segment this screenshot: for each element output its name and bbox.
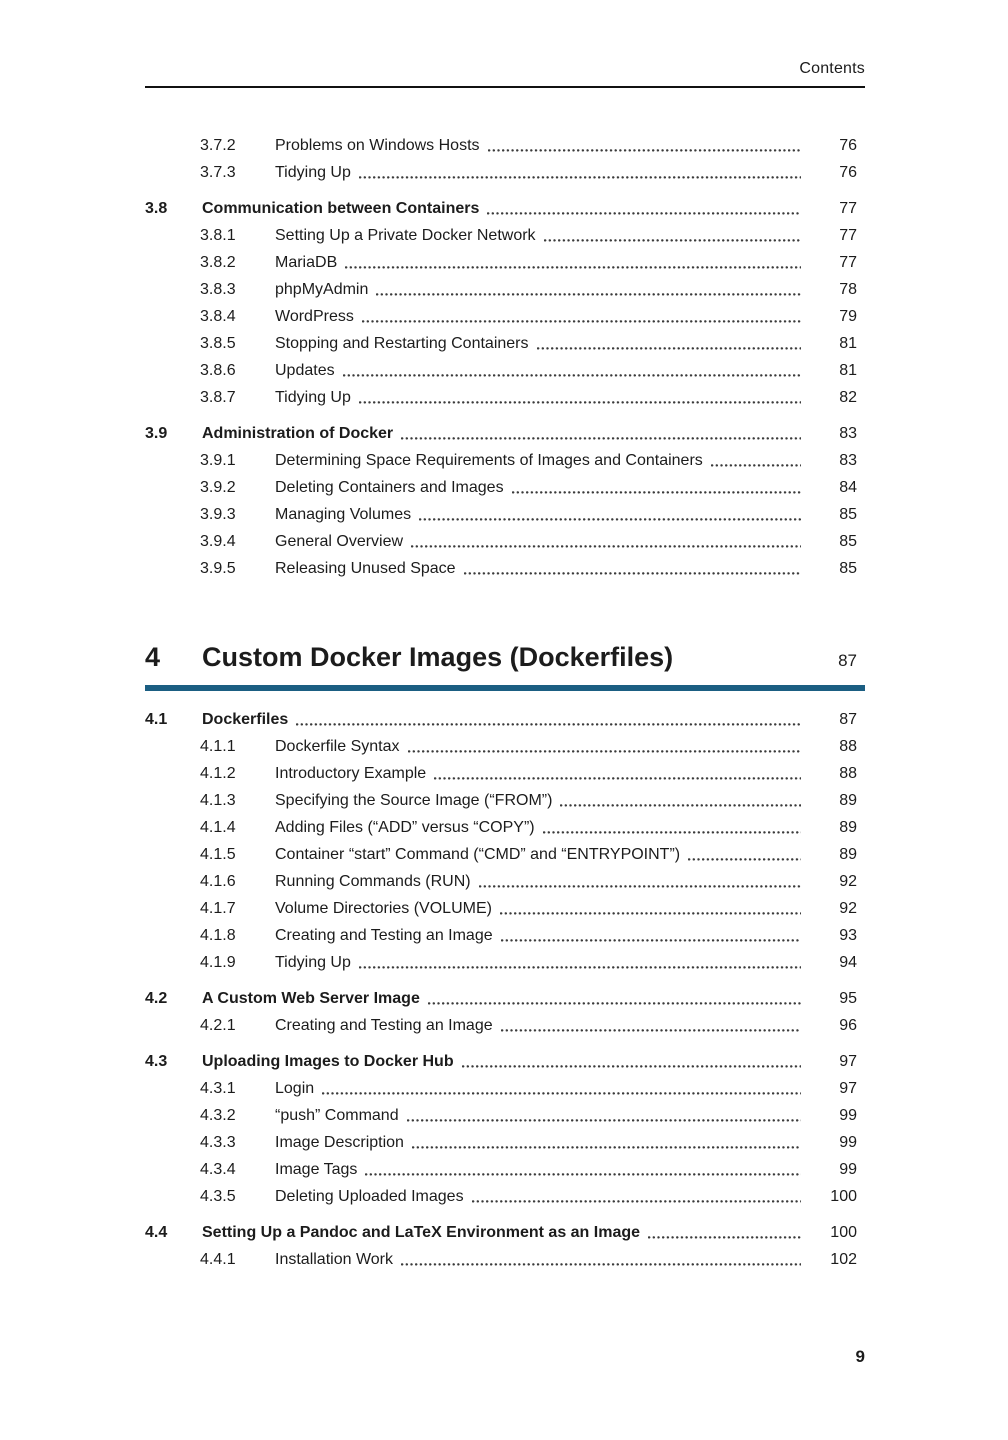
toc-entry-page: 84 [839, 479, 857, 496]
toc-entry-page: 92 [839, 873, 857, 890]
toc-entry-number: 4.3 [145, 1053, 168, 1070]
toc-entry-number: 3.9.3 [200, 506, 236, 523]
toc-entry-page: 97 [839, 1080, 857, 1097]
toc-entry-number: 4.4 [145, 1224, 168, 1241]
dot-leader [688, 858, 801, 861]
toc-entry-number: 3.8 [145, 200, 168, 217]
toc-entry [145, 1129, 865, 1156]
toc-entry [145, 501, 865, 528]
page-header [145, 0, 865, 88]
toc-entry [145, 384, 865, 411]
toc-entry-page: 102 [830, 1251, 857, 1268]
toc-entry-page: 76 [839, 164, 857, 181]
toc-entry-number: 4.1 [145, 711, 168, 728]
toc-entry [145, 706, 865, 733]
toc-entry [145, 222, 865, 249]
toc-entry [145, 814, 865, 841]
dot-leader [543, 831, 801, 834]
toc-entry-title: Uploading Images to Docker Hub [202, 1053, 454, 1070]
dot-leader [560, 804, 801, 807]
toc-entry-number: 3.8.5 [200, 335, 236, 352]
toc-entry [145, 1102, 865, 1129]
toc-entry-title: Installation Work [275, 1251, 393, 1268]
toc-entry-number: 4.2 [145, 990, 168, 1007]
toc-entry-page: 77 [839, 200, 857, 217]
toc-entry [145, 555, 865, 582]
toc-entry-title: Administration of Docker [202, 425, 394, 442]
dot-leader [345, 266, 801, 269]
toc-entry-number: 4.2.1 [200, 1017, 236, 1034]
toc-entry-number: 3.9.2 [200, 479, 236, 496]
chapter-title: Custom Docker Images (Dockerfiles) [202, 642, 674, 672]
toc-entry-title: Running Commands (RUN) [275, 873, 471, 890]
chapter-accent-rule [145, 685, 865, 691]
toc-entry-page: 77 [839, 254, 857, 271]
toc-entry-number: 3.8.6 [200, 362, 236, 379]
toc-entry-page: 99 [839, 1134, 857, 1151]
toc-entry-title: Dockerfiles [202, 711, 289, 728]
toc-entry-title: MariaDB [275, 254, 338, 271]
toc-entry-page: 83 [839, 425, 857, 442]
toc-entry-number: 3.8.1 [200, 227, 236, 244]
toc-entry-page: 81 [839, 362, 857, 379]
toc-entry-title: Tidying Up [275, 164, 351, 181]
toc-list-chapter-3 [145, 132, 865, 582]
toc-entry-title: Dockerfile Syntax [275, 738, 400, 755]
toc-entry-number: 3.7.2 [200, 137, 236, 154]
toc-entry-number: 3.9.5 [200, 560, 236, 577]
toc-entry-page: 96 [839, 1017, 857, 1034]
toc-entry-number: 4.1.6 [200, 873, 236, 890]
toc-entry-page: 78 [839, 281, 857, 298]
toc-entry [145, 447, 865, 474]
toc-entry-title: Adding Files (“ADD” versus “COPY”) [275, 819, 535, 836]
dot-leader [500, 912, 801, 915]
toc-entry-title: Managing Volumes [275, 506, 412, 523]
toc-entry-page: 89 [839, 792, 857, 809]
toc-entry-page: 81 [839, 335, 857, 352]
toc-entry-title: Updates [275, 362, 335, 379]
toc-entry-number: 4.1.3 [200, 792, 236, 809]
toc-entry-title: Communication between Containers [202, 200, 480, 217]
dot-leader [359, 176, 801, 179]
toc-entry [145, 303, 865, 330]
toc-entry-title: Specifying the Source Image (“FROM”) [275, 792, 553, 809]
toc-entry [145, 1012, 865, 1039]
chapter-page-number: 87 [838, 651, 857, 670]
dot-leader [412, 1146, 801, 1149]
toc-entry-page: 97 [839, 1053, 857, 1070]
toc-entry [145, 1156, 865, 1183]
dot-leader [359, 401, 801, 404]
toc-entry-page: 85 [839, 560, 857, 577]
dot-leader [711, 464, 801, 467]
toc-entry [145, 1219, 865, 1246]
dot-leader [501, 939, 801, 942]
toc-entry [145, 733, 865, 760]
toc-entry-page: 77 [839, 227, 857, 244]
toc-entry-page: 89 [839, 846, 857, 863]
toc-entry-page: 100 [830, 1224, 857, 1241]
toc-entry-title: Image Description [275, 1134, 404, 1151]
dot-leader [411, 545, 801, 548]
toc-entry-title: Stopping and Restarting Containers [275, 335, 529, 352]
dot-leader [407, 1119, 801, 1122]
toc-entry-page: 88 [839, 765, 857, 782]
dot-leader [428, 1002, 801, 1005]
toc-entry-title: Login [275, 1080, 315, 1097]
toc-entry-number: 4.1.1 [200, 738, 236, 755]
toc-entry-number: 3.8.7 [200, 389, 236, 406]
dot-leader [343, 374, 801, 377]
toc-entry-number: 4.4.1 [200, 1251, 236, 1268]
dot-leader [512, 491, 801, 494]
toc-entry-number: 3.9 [145, 425, 168, 442]
toc-entry-page: 85 [839, 506, 857, 523]
toc-entry-page: 93 [839, 927, 857, 944]
toc-entry-page: 85 [839, 533, 857, 550]
toc-entry-title: Image Tags [275, 1161, 358, 1178]
dot-leader [472, 1200, 801, 1203]
toc-list-chapter-4 [145, 706, 865, 1273]
toc-entry-page: 92 [839, 900, 857, 917]
toc-entry-title: “push” Command [275, 1107, 399, 1124]
toc-entry-number: 4.3.1 [200, 1080, 236, 1097]
dot-leader [296, 723, 801, 726]
toc-entry-title: Setting Up a Pandoc and LaTeX Environment as an Image [202, 1224, 641, 1241]
toc-entry [145, 949, 865, 976]
toc-entry [145, 1048, 865, 1075]
toc-entry [145, 195, 865, 222]
dot-leader [434, 777, 801, 780]
header-rule [145, 86, 865, 88]
dot-leader [462, 1065, 801, 1068]
dot-leader [544, 239, 801, 242]
toc-entry [145, 249, 865, 276]
toc-entry-title: WordPress [275, 308, 354, 325]
page-content [145, 0, 865, 1273]
toc-entry-number: 4.3.5 [200, 1188, 236, 1205]
toc-entry-title: Creating and Testing an Image [275, 1017, 493, 1034]
toc-entry-title: Tidying Up [275, 389, 351, 406]
dot-leader [408, 750, 802, 753]
toc-entry-title: Setting Up a Private Docker Network [275, 227, 536, 244]
toc-entry-page: 88 [839, 738, 857, 755]
dot-leader [488, 149, 801, 152]
toc-entry [145, 357, 865, 384]
toc-entry-number: 3.9.1 [200, 452, 236, 469]
toc-entry-title: Deleting Containers and Images [275, 479, 504, 496]
dot-leader [359, 966, 801, 969]
toc-entry-page: 95 [839, 990, 857, 1007]
toc-entry-number: 4.1.8 [200, 927, 236, 944]
dot-leader [479, 885, 801, 888]
toc-entry-title: Problems on Windows Hosts [275, 137, 480, 154]
dot-leader [419, 518, 801, 521]
toc-entry-title: Releasing Unused Space [275, 560, 456, 577]
toc-entry-number: 3.7.3 [200, 164, 236, 181]
chapter-heading [145, 640, 865, 678]
toc-entry [145, 1075, 865, 1102]
toc-entry-number: 3.8.2 [200, 254, 236, 271]
toc-entry-title: A Custom Web Server Image [202, 990, 420, 1007]
toc-entry-number: 4.1.7 [200, 900, 236, 917]
toc-entry [145, 1183, 865, 1210]
toc-entry-page: 99 [839, 1161, 857, 1178]
toc-entry-title: Determining Space Requirements of Images and Containers [275, 452, 703, 469]
toc-entry-number: 4.3.3 [200, 1134, 236, 1151]
toc-entry-title: Tidying Up [275, 954, 351, 971]
toc-entry [145, 474, 865, 501]
toc-entry-number: 4.3.4 [200, 1161, 236, 1178]
toc-entry-page: 99 [839, 1107, 857, 1124]
toc-entry-title: General Overview [275, 533, 404, 550]
running-head: Contents [799, 60, 865, 77]
toc-entry [145, 868, 865, 895]
toc-entry [145, 420, 865, 447]
toc-entry-number: 4.1.9 [200, 954, 236, 971]
toc-entry-page: 76 [839, 137, 857, 154]
dot-leader [648, 1236, 801, 1239]
toc-entry [145, 922, 865, 949]
dot-leader [365, 1173, 801, 1176]
dot-leader [464, 572, 801, 575]
toc-entry [145, 159, 865, 186]
dot-leader [401, 1263, 801, 1266]
toc-entry [145, 895, 865, 922]
toc-entry-number: 4.1.5 [200, 846, 236, 863]
dot-leader [322, 1092, 801, 1095]
toc-entry-title: Introductory Example [275, 765, 427, 782]
toc-entry [145, 760, 865, 787]
toc-entry-page: 89 [839, 819, 857, 836]
toc-entry-page: 82 [839, 389, 857, 406]
toc-entry-number: 3.9.4 [200, 533, 236, 550]
toc-entry [145, 330, 865, 357]
toc-entry-page: 79 [839, 308, 857, 325]
toc-entry-number: 4.3.2 [200, 1107, 236, 1124]
toc-entry [145, 787, 865, 814]
toc-entry-page: 87 [839, 711, 857, 728]
toc-entry-page: 94 [839, 954, 857, 971]
dot-leader [376, 293, 801, 296]
toc-entry-number: 3.8.3 [200, 281, 236, 298]
dot-leader [401, 437, 801, 440]
toc-entry [145, 276, 865, 303]
dot-leader [537, 347, 802, 350]
dot-leader [362, 320, 801, 323]
toc-entry-number: 3.8.4 [200, 308, 236, 325]
toc-entry-title: Creating and Testing an Image [275, 927, 493, 944]
toc-entry-title: Container “start” Command (“CMD” and “ENTRYPOINT”) [275, 846, 681, 863]
chapter-number: 4 [145, 642, 161, 672]
toc-entry-title: Deleting Uploaded Images [275, 1188, 464, 1205]
toc-entry [145, 985, 865, 1012]
toc-entry [145, 132, 865, 159]
dot-leader [501, 1029, 801, 1032]
toc-entry [145, 841, 865, 868]
toc-entry-page: 100 [830, 1188, 857, 1205]
dot-leader [487, 212, 801, 215]
toc-entry-number: 4.1.2 [200, 765, 236, 782]
toc-entry [145, 528, 865, 555]
toc-entry-number: 4.1.4 [200, 819, 236, 836]
toc-entry-title: phpMyAdmin [275, 281, 369, 298]
toc-entry-title: Volume Directories (VOLUME) [275, 900, 492, 917]
page-number-footer: 9 [855, 1347, 865, 1366]
toc-entry-page: 83 [839, 452, 857, 469]
toc-entry [145, 1246, 865, 1273]
